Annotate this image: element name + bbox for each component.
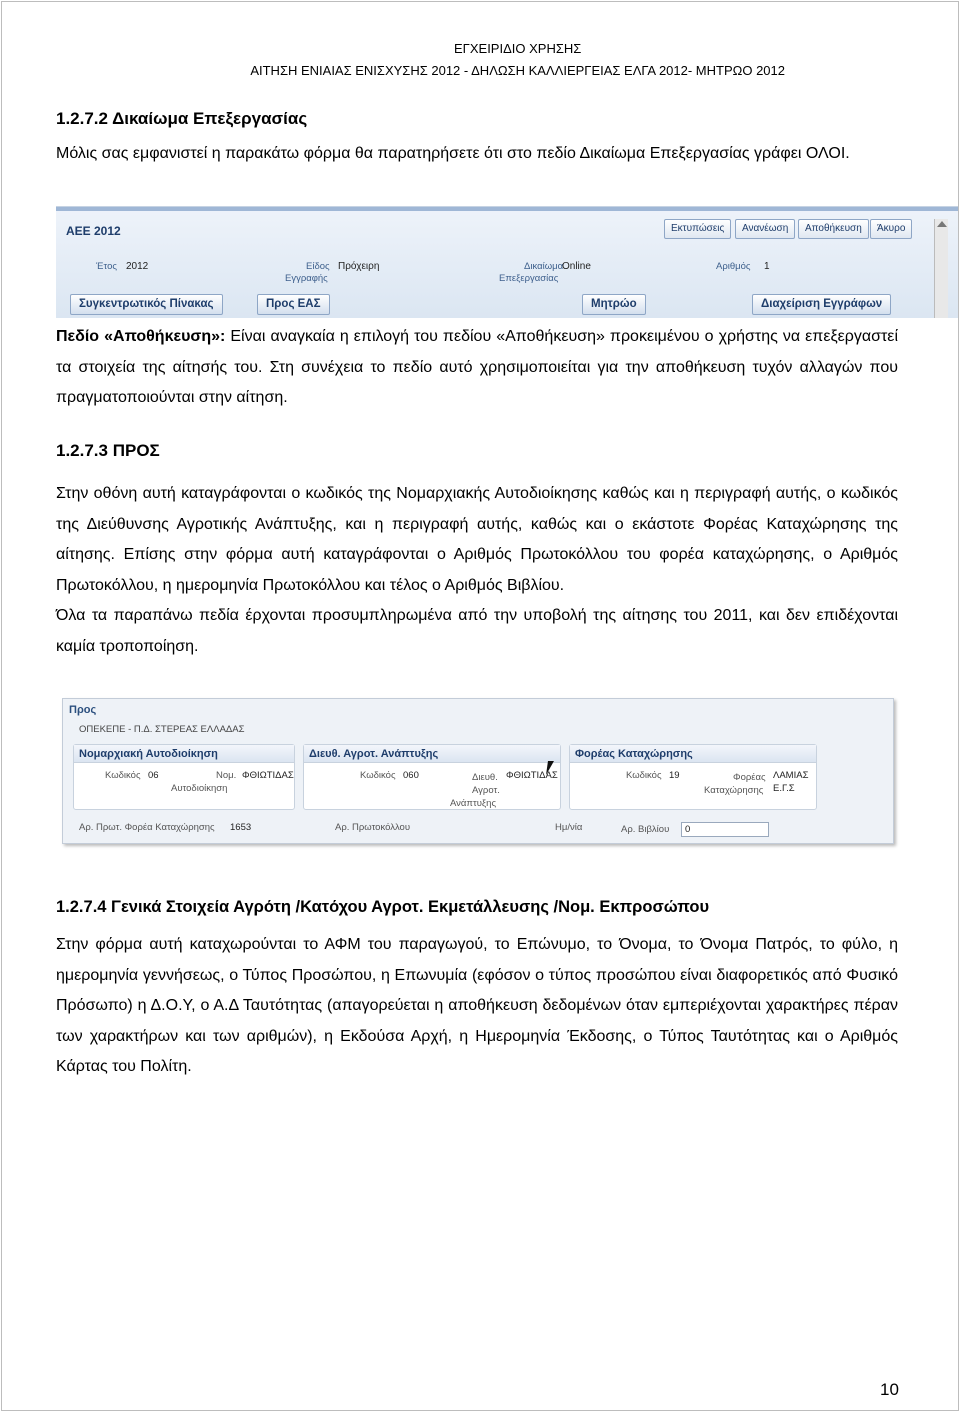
window-top-bar <box>56 207 958 211</box>
app-title: ΑΕΕ 2012 <box>66 224 121 238</box>
application-toolbar-screenshot <box>56 206 958 318</box>
year-value: 2012 <box>126 261 149 272</box>
save-field-paragraph <box>56 322 898 414</box>
refresh-button[interactable]: Ανανέωση <box>735 219 795 239</box>
protocol-date-label: Ημ/νία <box>555 822 583 833</box>
protocol-label: Αρ. Πρωτοκόλλου <box>335 822 411 833</box>
section-title: 1.2.7.3 ΠΡΟΣ <box>56 441 160 460</box>
registry-button[interactable]: Μητρώο <box>582 294 646 315</box>
prefecture-label-2: Αυτοδιοίκηση <box>171 783 228 794</box>
document-management-button[interactable]: Διαχείριση Εγγράφων <box>752 294 891 315</box>
record-type-label: Είδος <box>306 261 330 272</box>
record-type-label-2: Εγγραφής <box>285 273 328 284</box>
book-number-field[interactable]: 0 <box>681 822 769 837</box>
cancel-button[interactable]: Άκυρο <box>870 219 912 239</box>
directorate-label: Διευθ. <box>472 772 498 783</box>
scrollbar[interactable] <box>934 219 948 318</box>
editing-rights-value: Online <box>562 261 591 272</box>
section-pros <box>56 440 898 662</box>
section-title: 1.2.7.2 Δικαίωμα Επεξεργασίας <box>56 109 308 128</box>
book-number-label: Αρ. Βιβλίου <box>621 824 670 835</box>
registration-body-label-2: Καταχώρησης <box>704 785 764 796</box>
summary-table-button[interactable]: Συγκεντρωτικός Πίνακας <box>70 294 223 315</box>
prefecture-panel <box>73 744 295 810</box>
save-button[interactable]: Αποθήκευση <box>798 219 869 239</box>
header-subtitle: ΑΙΤΗΣΗ ΕΝΙΑΙΑΣ ΕΝΙΣΧΥΣΗΣ 2012 - ΔΗΛΩΣΗ ΚΑΛΛΙΕΡΓΕΙΑΣ ΕΛΓΑ 2012- ΜΗΤΡΩΟ 2012 <box>250 63 785 78</box>
directorate-label-3: Ανάπτυξης <box>450 798 497 809</box>
form-title: Προς <box>69 704 97 716</box>
pros-form-screenshot <box>62 698 894 844</box>
agency-label: ΟΠΕΚΕΠΕ - Π.Δ. ΣΤΕΡΕΑΣ ΕΛΛΑΔΑΣ <box>79 724 245 735</box>
registration-body-label: Φορέας <box>733 772 766 783</box>
page-number: 10 <box>880 1380 899 1399</box>
code-label: Κωδικός <box>105 770 141 781</box>
registration-body-value-2: Ε.Γ.Σ <box>773 783 795 794</box>
number-value: 1 <box>764 261 770 272</box>
registration-body-value: ΛΑΜΙΑΣ <box>773 770 809 781</box>
section-editing-rights <box>56 108 898 170</box>
page-header <box>250 38 785 82</box>
panel-header: Διευθ. Αγροτ. Ανάπτυξης <box>304 745 560 763</box>
code-value: 06 <box>148 770 159 781</box>
scroll-up-icon[interactable] <box>937 221 947 227</box>
section-paragraph-2: Όλα τα παραπάνω πεδία έρχονται προσυμπληρωμένα από την υποβολή της αίτησης του 2011, και δεν επιδέχονται καμία τροποποίηση. <box>56 607 898 655</box>
agri-directorate-panel <box>303 744 561 810</box>
code-label: Κωδικός <box>626 770 662 781</box>
code-value: 060 <box>403 770 419 781</box>
code-label: Κωδικός <box>360 770 396 781</box>
section-save-field <box>56 322 898 414</box>
section-title: 1.2.7.4 Γενικά Στοιχεία Αγρότη /Κατόχου Αγροτ. Εκμετάλλευσης /Νομ. Εκπροσώπου <box>56 898 710 916</box>
print-button[interactable]: Εκτυπώσεις <box>664 219 731 239</box>
editing-rights-label-2: Επεξεργασίας <box>499 273 559 284</box>
code-value: 19 <box>669 770 680 781</box>
editing-rights-label: Δικαίωμα <box>524 261 564 272</box>
section-general-details <box>56 896 898 1083</box>
panel-header: Νομαρχιακή Αυτοδιοίκηση <box>74 745 294 763</box>
year-label: Έτος <box>96 261 117 272</box>
directorate-label-2: Αγροτ. <box>472 785 500 796</box>
reg-protocol-label: Αρ. Πρωτ. Φορέα Καταχώρησης <box>79 822 215 833</box>
save-field-lead: Πεδίο «Αποθήκευση»: <box>56 328 226 345</box>
header-title: ΕΓΧΕΙΡΙΔΙΟ ΧΡΗΣΗΣ <box>454 41 582 56</box>
directorate-value: ΦΘΙΩΤΙΔΑΣ <box>506 770 558 781</box>
prefecture-value: ΦΘΙΩΤΙΔΑΣ <box>242 770 294 781</box>
registration-body-panel <box>569 744 817 810</box>
save-field-text: Είναι αναγκαία η επιλογή του πεδίου «Αποθήκευση» προκειμένου ο χρήστης να επεξεργαστεί τα στοιχεία της αίτησής του. Στη συνέχεια το πεδίο αυτό χρησιμοποιείται για την αποθήκευση τυχόν αλλαγών που πραγματοποιούνται στην αίτηση. <box>56 328 898 406</box>
record-type-value: Πρόχειρη <box>338 261 380 272</box>
number-label: Αριθμός <box>716 261 751 272</box>
panel-header: Φορέας Καταχώρησης <box>570 745 816 763</box>
section-paragraph: Μόλις σας εμφανιστεί η παρακάτω φόρμα θα παρατηρήσετε ότι στο πεδίο Δικαίωμα Επεξεργασίας γράφει ΟΛΟΙ. <box>56 145 850 162</box>
to-eas-button[interactable]: Προς ΕΑΣ <box>257 294 330 315</box>
prefecture-label: Νομ. <box>216 770 237 781</box>
reg-protocol-value: 1653 <box>230 822 252 833</box>
section-paragraph: Στην φόρμα αυτή καταχωρούνται το ΑΦΜ του παραγωγού, το Επώνυμο, το Όνομα, το Όνομα Πατρός, το φύλο, η ημερομηνία γεννήσεως, ο Τύπος Προσώπου, η Επωνυμία (εφόσον ο τύπος προσώπου είναι διαφορετικός από Φυσικό Πρόσωπο) η Δ.Ο.Υ, ο Α.Δ Ταυτότητας (απαγορεύεται η αποθήκευση δεδομένων όταν εμπεριέχονται χαρακτήρες πέραν των χαρακτήρων και των αριθμών), η Εκδούσα Αρχή, η Ημερομηνία Έκδοσης, ο Τύπος Ταυτότητας και ο Αριθμός Κάρτας του Πολίτη. <box>56 936 898 1075</box>
section-paragraph: Στην οθόνη αυτή καταγράφονται ο κωδικός της Νομαρχιακής Αυτοδιοίκησης καθώς και η περιγραφή αυτής, ο κωδικός της Διεύθυνσης Αγροτικής Ανάπτυξης, και η περιγραφή αυτής, καθώς και ο εκάστοτε Φορέας Καταχώρησης της αίτησης. Επίσης στην φόρμα αυτή καταγράφονται ο Αριθμός Πρωτοκόλλου του φορέα καταχώρησης, ο Αριθμός Πρωτοκόλλου, η ημερομηνία Πρωτοκόλλου και τέλος ο Αριθμός Βιβλίου. <box>56 485 898 594</box>
